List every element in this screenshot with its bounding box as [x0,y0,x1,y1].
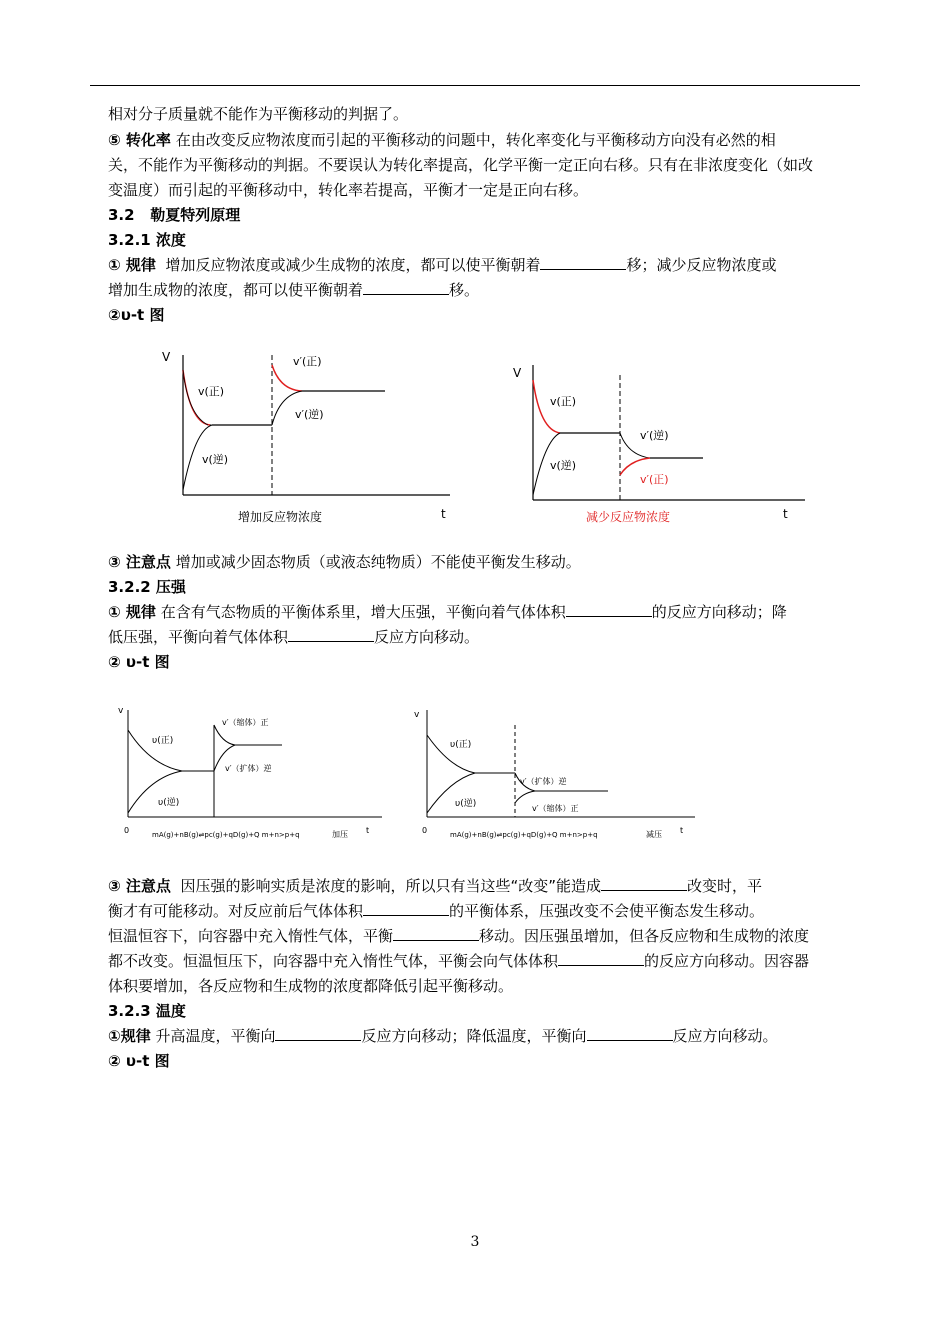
graph-caption: 减少反应物浓度 [586,510,671,524]
item-label: ③ 注意点 [108,877,171,895]
x-axis-label: t [680,826,684,835]
curve-label: υ(逆) [455,799,477,809]
curve-label: v(逆) [202,453,229,466]
paragraph-line: ① 规律 增加反应物浓度或减少生成物的浓度，都可以使平衡朝着 移；减少反应物浓度或 [108,256,777,274]
reaction-equation: mA(g)+nB(g)⇌pc(g)+qD(g)+Q m+n>p+q [152,831,300,839]
paragraph-line: 相对分子质量就不能作为平衡移动的判据了。 [108,105,409,123]
paragraph-line: 关，不能作为平衡移动的判据。不要误认为转化率提高，化学平衡一定正向右移。只有在非浓度变化（如改 [108,156,814,174]
paragraph-line: 都不改变。恒温恒压下，向容器中充入惰性气体，平衡会向气体体积 的反应方向移动。因容器 [108,952,810,970]
paragraph-line: ⑤ 转化率 在由改变反应物浓度而引起的平衡移动的问题中，转化率变化与平衡移动方向没有必然的相 [108,131,776,149]
origin-label: 0 [124,826,130,835]
condition-label: 加压 [332,830,348,839]
paragraph-line: 增加生成物的浓度，都可以使平衡朝着 移。 [108,281,480,299]
graph-decrease-reactant [513,365,805,524]
item-label: ② υ-t 图 [108,1052,170,1070]
item-label: ② υ-t 图 [108,653,170,671]
paragraph-line: ③ 注意点 增加或减少固态物质（或液态纯物质）不能使平衡发生移动。 [108,553,581,571]
paragraph-line: ①规律 升高温度，平衡向 反应方向移动；降低温度，平衡向 反应方向移动。 [108,1027,778,1045]
item-label: ③ 注意点 [108,553,171,571]
curve-label: υ(正) [450,740,472,750]
fill-blank[interactable] [363,280,449,295]
curve-label: v(正) [550,395,577,408]
curve-label: v′（缩体）正 [532,804,579,813]
graph-increase-reactant [162,350,450,524]
curve-label: v′（扩体）逆 [520,777,567,786]
item-label: ①规律 [108,1027,151,1045]
v-prime-forward-curve [515,791,535,803]
x-axis-label: t [783,507,788,521]
condition-label: 减压 [646,830,662,839]
y-axis-label: v [414,710,420,720]
paragraph-line: 变温度）而引起的平衡移动中，转化率若提高，平衡才一定是正向右移。 [108,181,589,199]
header-rule [90,85,860,86]
y-axis-label: V [513,366,522,380]
paragraph-line: ① 规律 在含有气态物质的平衡体系里，增大压强，平衡向着气体体积 的反应方向移动；降 [108,603,787,621]
pressure-vt-figure [110,695,720,845]
paragraph-line: 低压强，平衡向着气体体积 反应方向移动。 [108,628,480,646]
curve-label: v′(正) [640,473,669,486]
fill-blank[interactable] [393,926,479,941]
curve-label: v(正) [198,385,225,398]
fill-blank[interactable] [288,627,374,642]
curve-label: v(逆) [550,459,577,472]
paragraph-line: ③ 注意点 因压强的影响实质是浓度的影响，所以只有当这些“改变”能造成 改变时，平 [108,877,763,895]
x-axis-label: t [366,826,370,835]
fill-blank[interactable] [275,1026,361,1041]
paragraph-line: 体积要增加，各反应物和生成物的浓度都降低引起平衡移动。 [108,977,514,995]
curve-label: v′（扩体）逆 [225,764,272,773]
curve-label: υ(正) [152,736,174,746]
fill-blank[interactable] [566,602,652,617]
curve-label: υ(逆) [158,798,180,808]
y-axis-label: V [162,350,171,364]
item-label: ① 规律 [108,256,156,274]
curve-label: v′（缩体）正 [222,718,269,727]
fill-blank[interactable] [601,876,687,891]
section-heading: 3.2 勒夏特列原理 [108,206,241,224]
page-number: 3 [470,1234,480,1250]
curve-label: v′(逆) [295,408,324,421]
graph-decrease-pressure [414,710,695,839]
concentration-vt-figure [150,335,830,535]
fill-blank[interactable] [558,951,644,966]
graph-caption: 增加反应物浓度 [238,510,323,524]
fill-blank[interactable] [587,1026,673,1041]
item-label: ① 规律 [108,603,156,621]
section-heading: 3.2.3 温度 [108,1002,186,1020]
v-prime-forward-curve [214,725,235,745]
reaction-equation: mA(g)+nB(g)⇌pc(g)+qD(g)+Q m+n>p+q [450,831,598,839]
section-heading: 3.2.1 浓度 [108,231,186,249]
fill-blank[interactable] [363,901,449,916]
curve-label: v′(逆) [640,429,669,442]
origin-label: 0 [422,826,428,835]
paragraph-line: 衡才有可能移动。对反应前后气体体积 的平衡体系，压强改变不会使平衡态发生移动。 [108,902,765,920]
x-axis-label: t [441,507,446,521]
v-prime-forward-curve [272,365,302,391]
curve-label: v′(正) [293,355,322,368]
y-axis-label: v [118,706,124,716]
graph-increase-pressure [118,706,382,839]
item-label: ②υ-t 图 [108,306,165,324]
fill-blank[interactable] [540,255,626,270]
section-heading: 3.2.2 压强 [108,578,186,596]
item-label: ⑤ 转化率 [108,131,171,149]
paragraph-line: 恒温恒容下，向容器中充入惰性气体，平衡 移动。因压强虽增加，但各反应物和生成物的浓度 [108,927,810,945]
